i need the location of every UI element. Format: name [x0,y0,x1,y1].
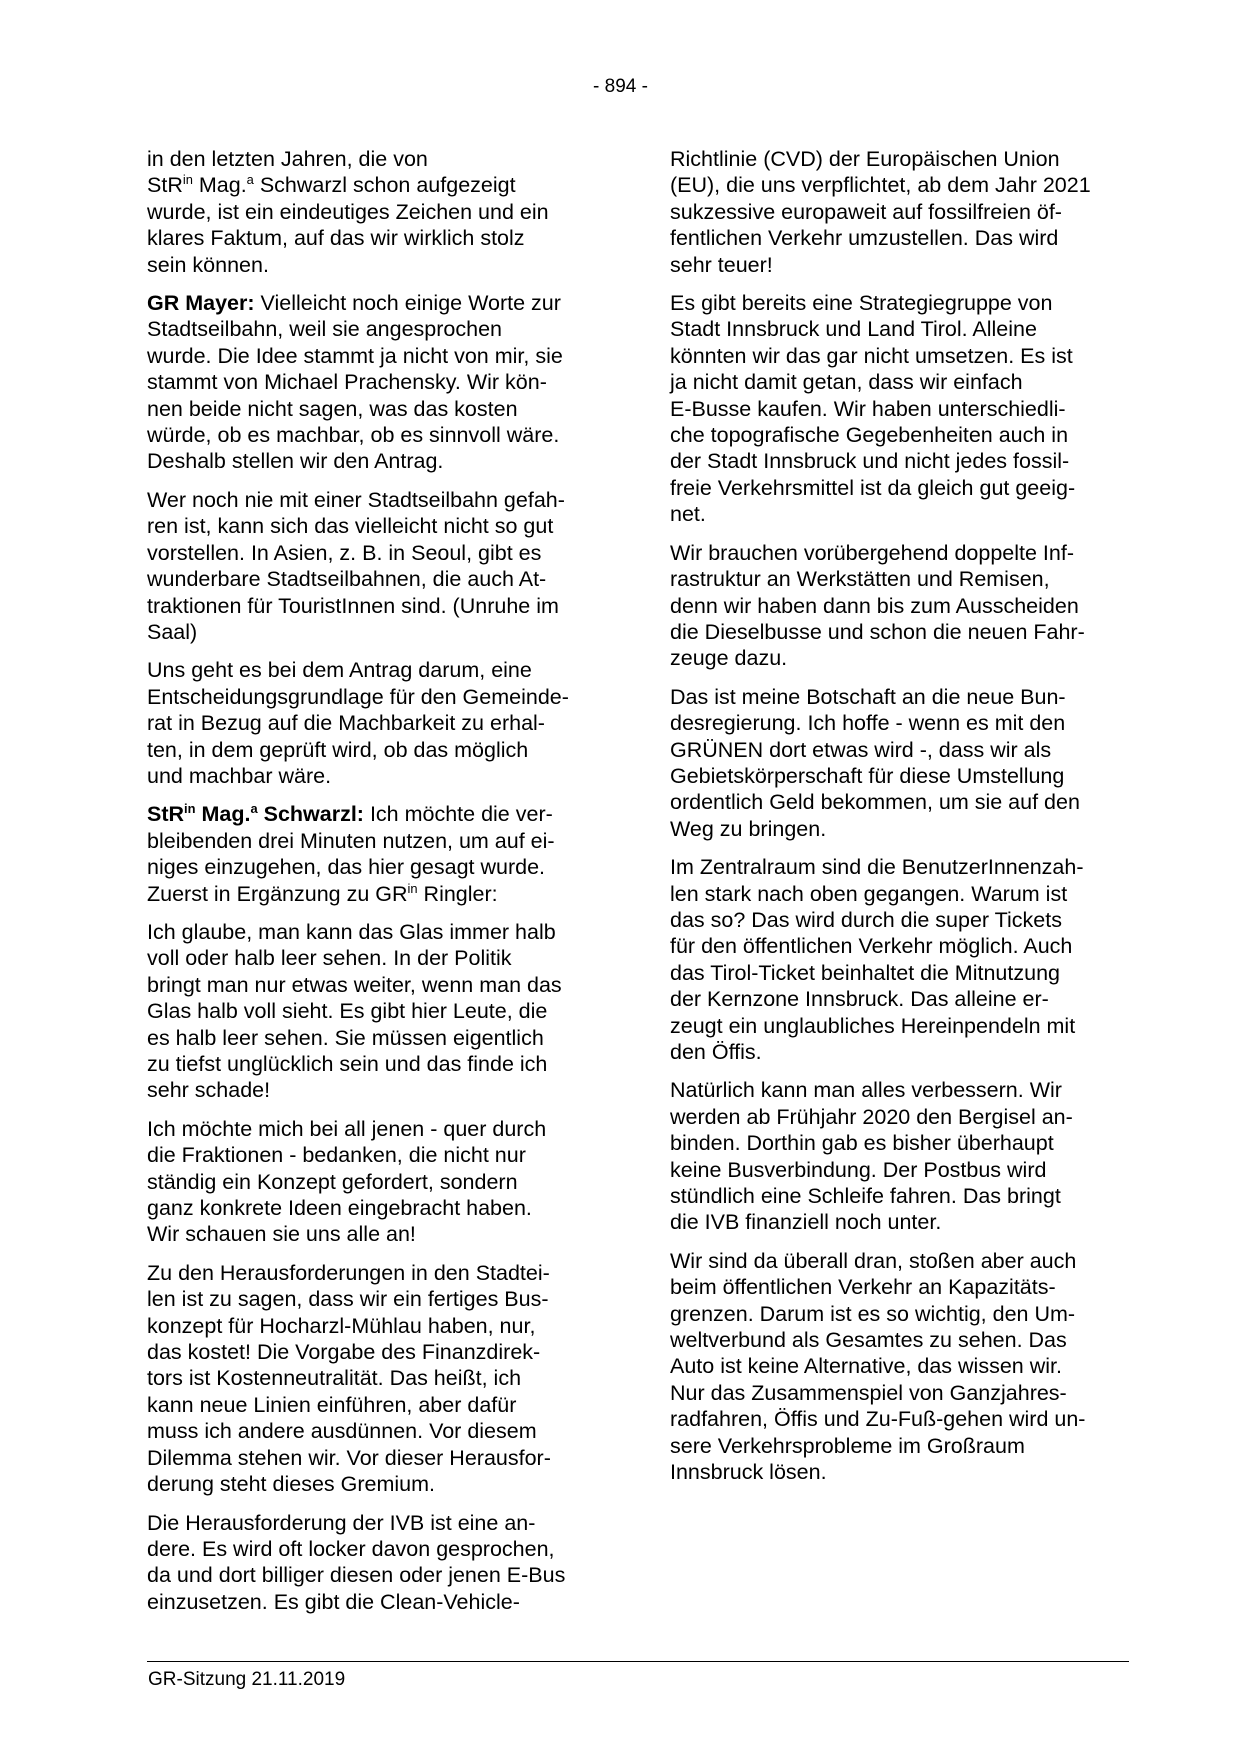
paragraph: Ich glaube, man kann das Glas immer halb voll oder halb leer sehen. In der Politik bringt man nur etwas weiter, wenn man das Glas halb voll sieht. Es gibt hier Leute, die es halb leer sehen. Sie müssen eigentlich zu tiefst unglücklich sein und das finde ich sehr schade! [147,919,562,1103]
paragraph: Es gibt bereits eine Strategiegruppe von Stadt Innsbruck und Land Tirol. Alleine könnten wir das gar nicht umsetzen. Es ist ja nicht damit getan, dass wir einfach E-Busse kaufen. Wir haben unterschiedli- che topografische Gegebenheiten auch in der Stadt Innsbruck und nicht jedes fossil- freie Verkehrsmittel ist da gleich gut geeig- net. [670,291,1076,527]
superscript: in [182,172,193,188]
superscript: in [407,880,418,896]
paragraph: GR Mayer: Vielleicht noch einige Worte zur Stadtseilbahn, weil sie angesprochen wurde. Die Idee stammt ja nicht von mir, sie stammt von Michael Prachensky. Wir kön- nen beide nicht sagen, was das kosten würde, ob es machbar, ob es sinnvoll wäre. Deshalb stellen wir den Antrag. [147,291,563,474]
paragraph: Richtlinie (CVD) der Europäischen Union (EU), die uns verpflichtet, ab dem Jahr 2021 sukzessive europaweit auf fossilfreien öf- fentlichen Verkehr umzustellen. Das wird sehr teuer! [670,147,1091,277]
paragraph: Ich möchte mich bei all jenen - quer durch die Fraktionen - bedanken, die nicht nur ständig ein Konzept gefordert, sondern ganz konkrete Ideen eingebracht haben. Wir schauen sie uns alle an! [147,1116,547,1247]
paragraph: Im Zentralraum sind die BenutzerInnenzah- len stark nach oben gegangen. Warum ist das so? Das wird durch die super Tickets für den öffentlichen Verkehr möglich. Auch das Tirol-Ticket beinhaltet die Mitnutzung der Kernzone Innsbruck. Das alleine er- zeugt ein unglaubliches Hereinpendeln mit den Öffis. [670,855,1084,1064]
paragraph: Wir brauchen vorübergehend doppelte Inf- rastruktur an Werkstätten und Remisen, denn wir haben dann bis zum Ausscheiden die Dieselbusse und schon die neuen Fahr- zeuge dazu. [670,540,1085,671]
right-column [670,146,1130,1498]
paragraph: Das ist meine Botschaft an die neue Bun- desregierung. Ich hoffe - wenn es mit den GRÜNEN dort etwas wird -, dass wir als Gebietskörperschaft für diese Umstellung ordentlich Geld bekommen, um sie auf den Weg zu bringen. [670,684,1080,841]
paragraph: in den letzten Jahren, die von StR$^{in}$ Mag.$^a$ Schwarzl schon aufgezeigt wurde, ist ein eindeutiges Zeichen und ein klares Faktum, auf das wir wirklich stolz sein können. [147,147,549,277]
page-number: - 894 - [593,76,648,97]
paragraph: Die Herausforderung der IVB ist eine an- dere. Es wird oft locker davon gesprochen, da und dort billiger diesen oder jenen E-Bus einzusetzen. Es gibt die Clean-Vehicle- [147,1510,566,1614]
paragraph: Natürlich kann man alles verbessern. Wir werden ab Frühjahr 2020 den Bergisel an- binden. Dorthin gab es bisher überhaupt keine Busverbindung. Der Postbus wird stündlich eine Schleife fahren. Das bringt die IVB finanziell noch unter. [670,1078,1073,1235]
speaker-name: StR$^{in}$ Mag.$^a$ Schwarzl: [147,801,364,827]
superscript: a [246,172,254,188]
paragraph: Wer noch nie mit einer Stadtseilbahn gefah- ren ist, kann sich das vielleicht nicht so gut vorstellen. In Asien, z. B. in Seoul, gibt es wunderbare Stadtseilbahnen, die auch At- traktionen für TouristInnen sind. (Unruhe im Saal) [147,487,565,644]
paragraph: Uns geht es bei dem Antrag darum, eine Entscheidungsgrundlage für den Gemeinde- rat in Bezug auf die Machbarkeit zu erhal- ten, in dem geprüft wird, ob das möglich und machbar wäre. [147,658,569,788]
superscript: in [184,801,196,817]
left-column [147,146,607,1627]
paragraph: Zu den Herausforderungen in den Stadtei- len ist zu sagen, dass wir ein fertiges Bus- konzept für Hocharzl-Mühlau haben, nur, das kostet! Die Vorgabe des Finanzdirek- tors ist Kostenneutralität. Das heißt, ich kann neue Linien einführen, aber dafür muss ich andere ausdünnen. Vor diesem Dilemma stehen wir. Vor dieser Herausfor- derung steht dieses Gremium. [147,1260,551,1497]
footer-divider [147,1661,1129,1662]
paragraph: Wir sind da überall dran, stoßen aber auch beim öffentlichen Verkehr an Kapazitäts- grenzen. Darum ist es so wichtig, den Um- weltverbund als Gesamtes zu sehen. Das Auto ist keine Alternative, das wissen wir. Nur das Zusammenspiel von Ganzjahres- radfahren, Öffis und Zu-Fuß-gehen wird un- sere Verkehrsprobleme im Großraum Innsbruck lösen. [670,1248,1086,1485]
speaker-name: GR Mayer: [147,291,255,316]
superscript: a [250,801,258,817]
footer-text: GR-Sitzung 21.11.2019 [148,1669,346,1690]
paragraph: StR$^{in}$ Mag.$^a$ Schwarzl: Ich möchte die ver- bleibenden drei Minuten nutzen, um auf ei- niges einzugehen, das hier gesagt wurde. Zuerst in Ergänzung zu $GR^{in}$ Ringler: [147,801,555,906]
